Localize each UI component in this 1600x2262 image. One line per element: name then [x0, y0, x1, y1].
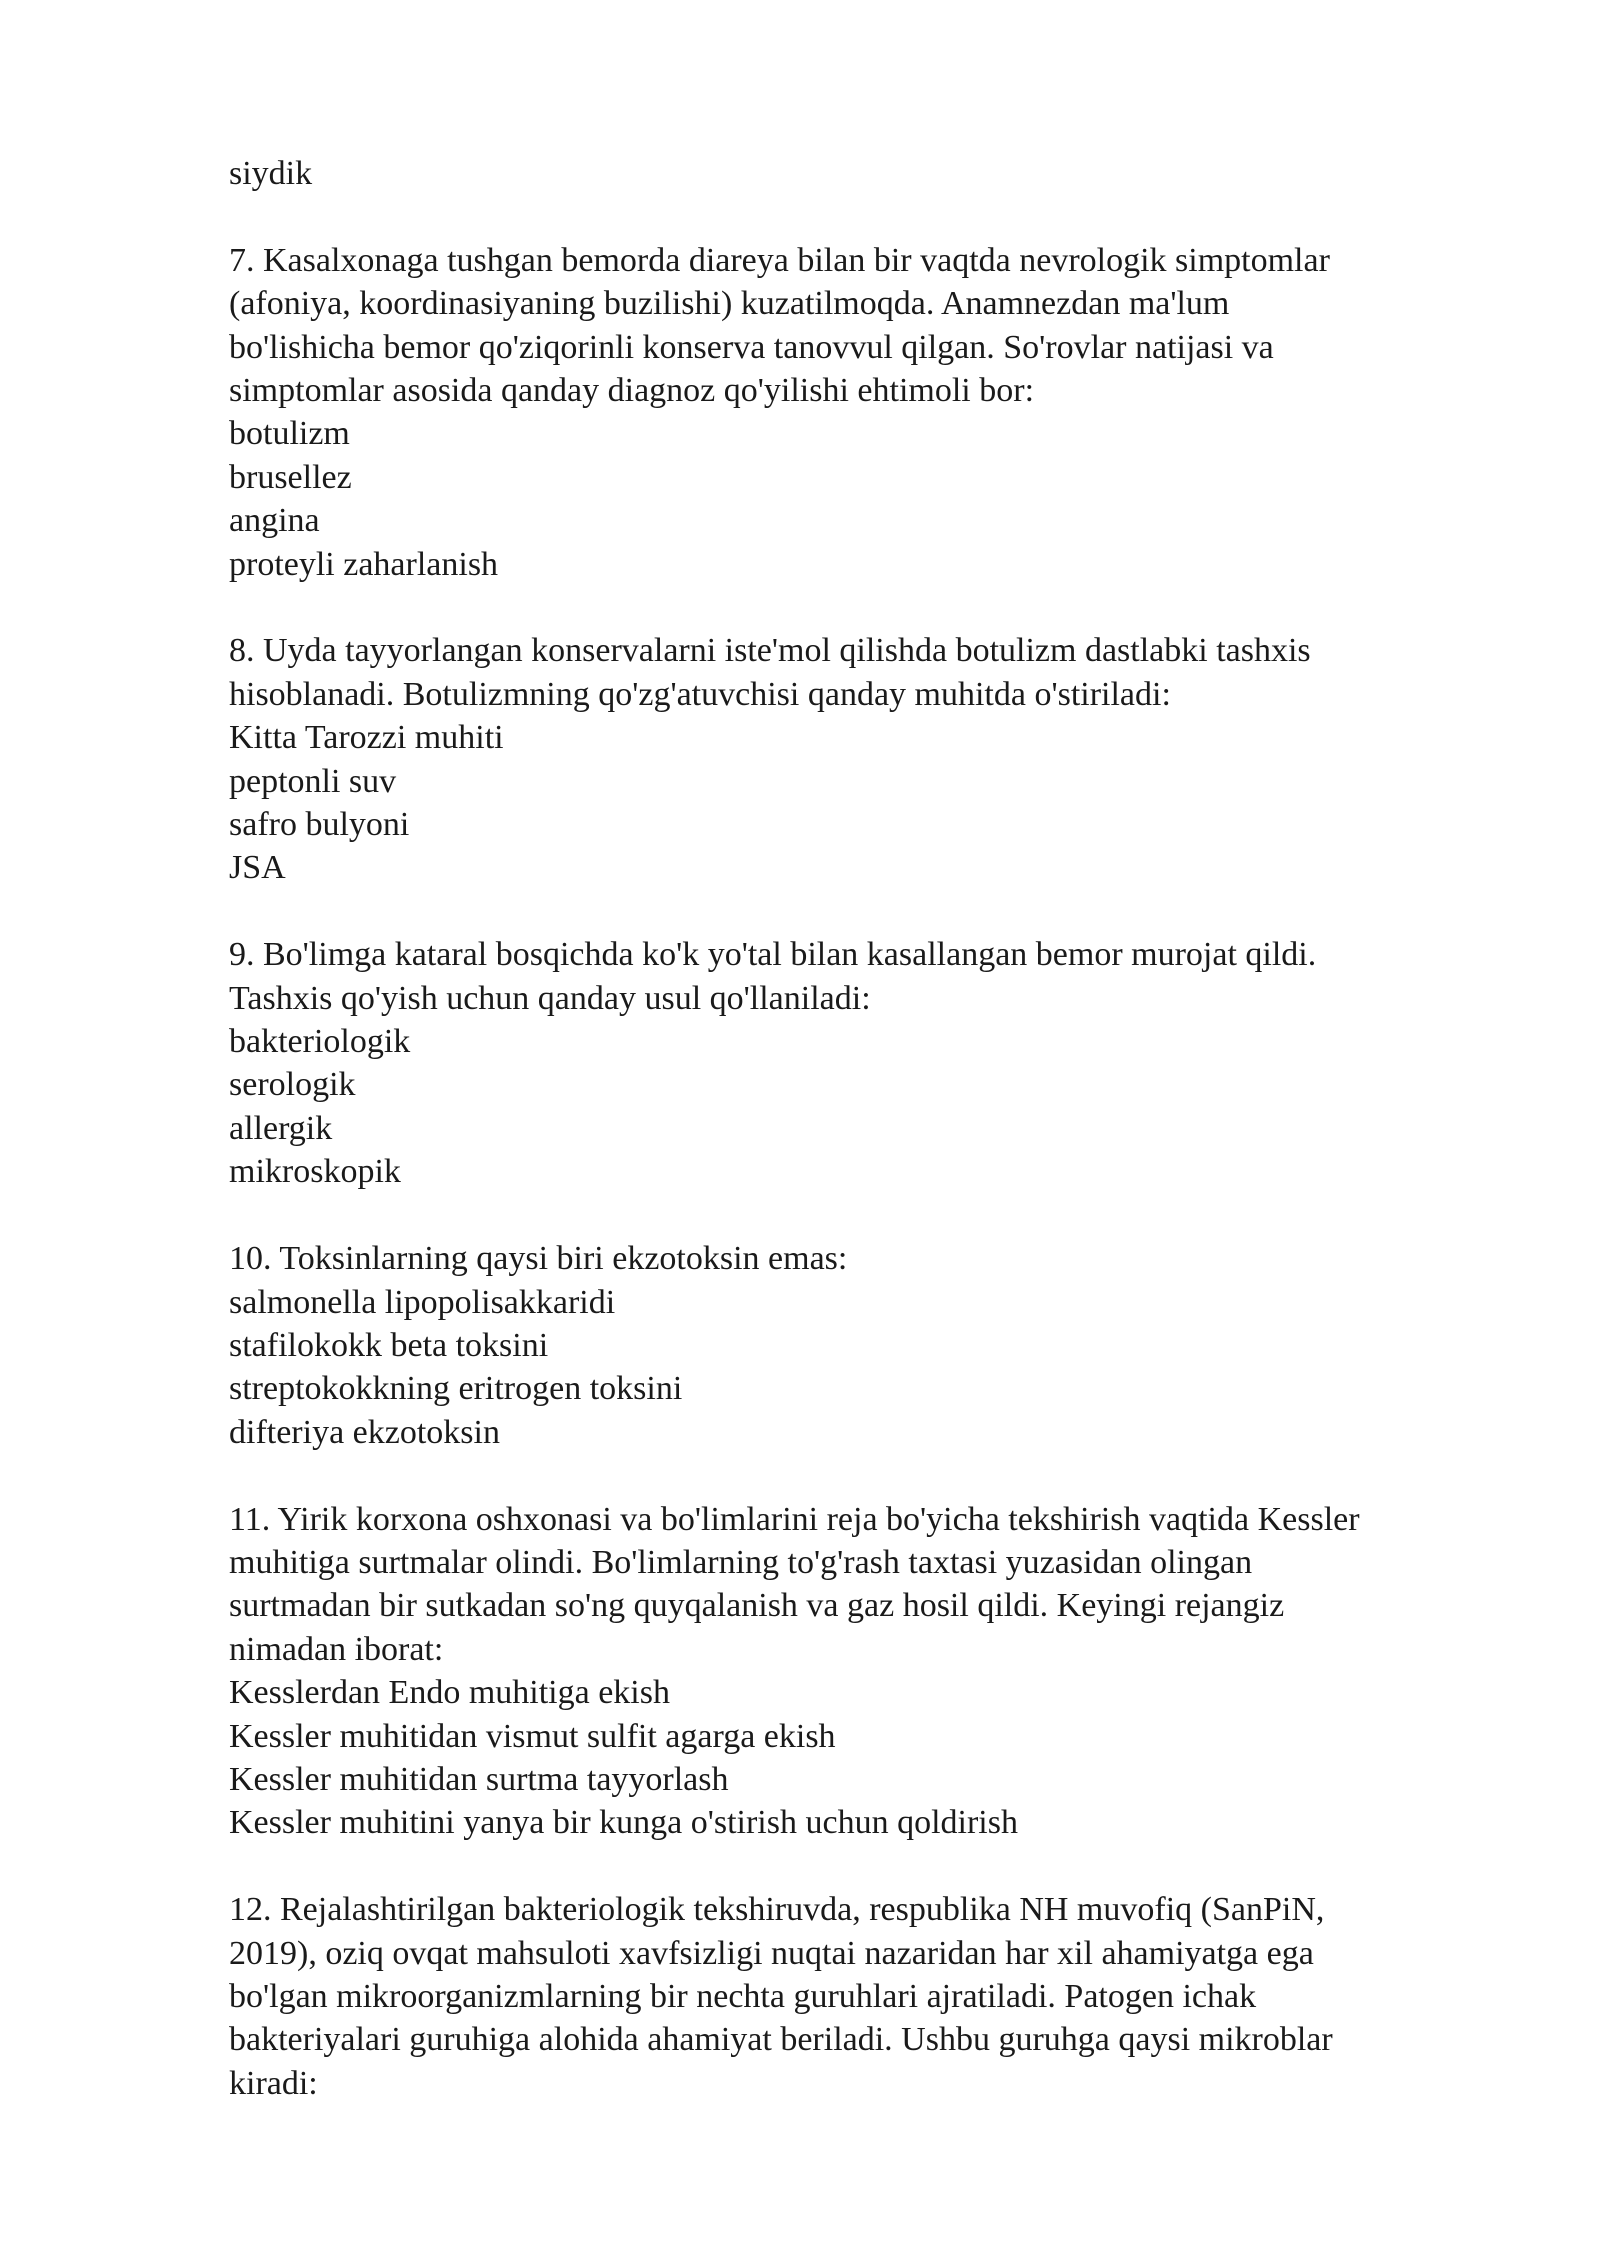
answer-option: JSA — [229, 849, 286, 887]
answer-option: proteyli zaharlanish — [229, 545, 499, 583]
question-text-line: surtmadan bir sutkadan so'ng quyqalanish va gaz hosil qildi. Keyingi rejangiz — [229, 1587, 1285, 1625]
spacer — [229, 586, 1529, 629]
question-text-line: bakteriyalari guruhiga alohida ahamiyat beriladi. Ushbu guruhga qaysi mikroblar — [229, 2021, 1333, 2059]
question-text-line: 8. Uyda tayyorlangan konservalarni iste'mol qilishda botulizm dastlabki tashxis — [229, 632, 1311, 670]
question-text-line: kiradi: — [229, 2064, 318, 2102]
question-11 — [229, 1498, 1529, 1845]
answer-option: streptokokkning eritrogen toksini — [229, 1370, 683, 1408]
answer-option: brusellez — [229, 458, 352, 496]
question-text-line: hisoblanadi. Botulizmning qo'zg'atuvchisi qanday muhitda o'stiriladi: — [229, 675, 1171, 713]
question-text-line: 7. Kasalxonaga tushgan bemorda diareya bilan bir vaqtda nevrologik simptomlar — [229, 241, 1330, 279]
answer-option: angina — [229, 502, 320, 540]
question-text-line: 10. Toksinlarning qaysi biri ekzotoksin emas: — [229, 1240, 848, 1278]
answer-option: Kessler muhitidan vismut sulfit agarga ekish — [229, 1717, 836, 1755]
answer-option: Kitta Tarozzi muhiti — [229, 719, 504, 757]
question-12 — [229, 1888, 1529, 2105]
answer-option: allergik — [229, 1109, 333, 1147]
question-text-line: 12. Rejalashtirilgan bakteriologik tekshiruvda, respublika NH muvofiq (SanPiN, — [229, 1891, 1325, 1929]
answer-option: bakteriologik — [229, 1023, 411, 1061]
answer-option: siydik — [229, 155, 313, 192]
question-text-line: 11. Yirik korxona oshxonasi va bo'limlarini reja bo'yicha tekshirish vaqtida Kessler — [229, 1500, 1360, 1538]
question-7 — [229, 239, 1529, 586]
answer-option: Kessler muhitini yanya bir kunga o'stirish uchun qoldirish — [229, 1804, 1018, 1842]
answer-option: Kessler muhitidan surtma tayyorlash — [229, 1760, 729, 1798]
question-9 — [229, 933, 1529, 1193]
answer-option: botulizm — [229, 415, 350, 453]
answer-option: salmonella lipopolisakkaridi — [229, 1283, 616, 1321]
question-8 — [229, 629, 1529, 889]
answer-option: stafilokokk beta toksini — [229, 1326, 549, 1364]
question-text-line: muhitiga surtmalar olindi. Bo'limlarning to'g'rash taxtasi yuzasidan olingan — [229, 1543, 1253, 1581]
question-text-line: bo'lishicha bemor qo'ziqorinli konserva tanovvul qilgan. So'rovlar natijasi va — [229, 328, 1274, 366]
answer-option: mikroskopik — [229, 1153, 401, 1191]
question-text-line: 9. Bo'limga kataral bosqichda ko'k yo'tal bilan kasallangan bemor murojat qildi. — [229, 936, 1317, 974]
spacer — [229, 890, 1529, 933]
answer-option: Kesslerdan Endo muhitiga ekish — [229, 1674, 670, 1712]
answer-option: peptonli suv — [229, 762, 397, 800]
answer-option: difteriya ekzotoksin — [229, 1413, 500, 1451]
spacer — [229, 1454, 1529, 1497]
question-text-line: Tashxis qo'yish uchun qanday usul qo'llaniladi: — [229, 979, 871, 1017]
question-text-line: nimadan iborat: — [229, 1630, 444, 1668]
question-text-line: 2019), oziq ovqat mahsuloti xavfsizligi nuqtai nazaridan har xil ahamiyatga ega — [229, 1934, 1314, 1972]
document-page — [229, 152, 1529, 2105]
question-10 — [229, 1237, 1529, 1454]
question-text-line: (afoniya, koordinasiyaning buzilishi) kuzatilmoqda. Anamnezdan ma'lum — [229, 285, 1230, 323]
spacer — [229, 1194, 1529, 1237]
spacer — [229, 195, 1529, 238]
spacer — [229, 1845, 1529, 1888]
question-text-line: simptomlar asosida qanday diagnoz qo'yilishi ehtimoli bor: — [229, 372, 1035, 410]
question-text-line: bo'lgan mikroorganizmlarning bir nechta guruhlari ajratiladi. Patogen ichak — [229, 1977, 1257, 2015]
answer-option: serologik — [229, 1066, 356, 1104]
answer-option: safro bulyoni — [229, 806, 410, 844]
